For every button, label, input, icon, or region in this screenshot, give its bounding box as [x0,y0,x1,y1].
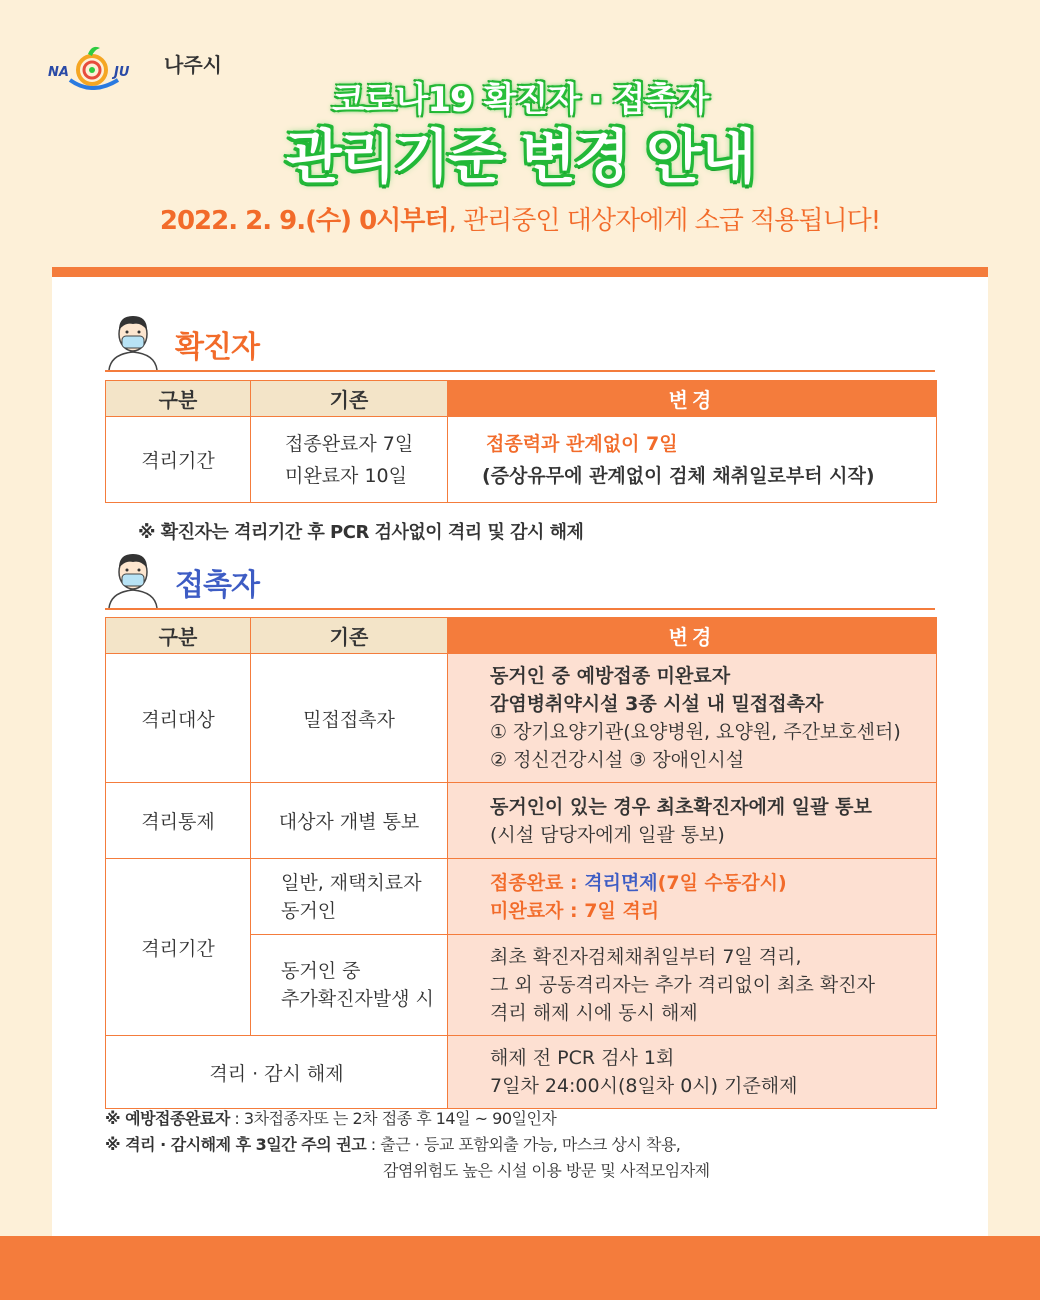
row-old: 밀접접촉자 [251,654,448,783]
footnotes [105,1106,710,1184]
masked-person-icon [105,312,161,370]
footnote [105,1132,710,1158]
logo-mark-left: NA [48,65,69,80]
row-new [448,654,937,783]
row-new [448,1036,937,1109]
row-category: 격리기간 [106,859,251,1036]
masked-person-icon [105,550,161,608]
row-category: 격리기간 [106,417,251,503]
contacts-divider [105,608,935,610]
table-row [106,783,937,859]
footnote-bold: ※ 예방접종완료자 [105,1109,230,1128]
table-row [106,859,937,935]
new-line-part: (7일 수동감시) [657,871,787,894]
footnote-text: : 3차접종자또 는 2차 접종 후 14일 ~ 90일인자 [229,1109,557,1128]
row-category: 격리 · 감시 해제 [106,1036,448,1109]
table-row [106,654,937,783]
logo-mark-right: JU [114,65,130,80]
col-header-old: 기존 [251,381,448,417]
old-line: 추가확진자발생 시 [281,988,434,1010]
col-header-category: 구분 [106,618,251,654]
confirmed-table [105,380,937,503]
new-line: (시설 담당자에게 일괄 통보) [490,823,725,846]
confirmed-note: ※ 확진자는 격리기간 후 PCR 검사없이 격리 및 감시 해제 [138,522,584,543]
page-title-line1: 코로나19 확진자 · 접촉자 [331,80,709,120]
new-line: 해제 전 PCR 검사 1회 [490,1047,675,1069]
contacts-section-header [105,550,259,608]
footnote [105,1106,710,1132]
old-line: 동거인 [281,899,337,922]
row-old: 대상자 개별 통보 [251,783,448,859]
confirmed-section-title: 확진자 [175,330,259,365]
confirmed-divider [105,370,935,372]
new-line: 미완료자 : 7일 격리 [490,899,660,922]
old-line: 접종완료자 7일 [285,432,414,455]
effective-date-rest: , 관리중인 대상자에게 소급 적용됩니다! [448,206,881,236]
new-line: 최초 확진자검체채취일부터 7일 격리, [490,946,802,968]
old-line: 동거인 중 [281,960,361,982]
old-line: 미완료자 10일 [285,464,407,487]
col-header-new: 변경 [448,618,937,654]
row-category: 격리대상 [106,654,251,783]
new-line [490,869,936,897]
new-line: 7일차 24:00시(8일차 0시) 기준해제 [490,1075,798,1097]
new-line: 감염병취약시설 3종 시설 내 밀접접촉자 [490,693,824,715]
new-line: 동거인 중 예방접종 미완료자 [490,665,731,687]
bottom-accent-bar [0,1236,1040,1300]
confirmed-section-header [105,312,259,370]
col-header-category: 구분 [106,381,251,417]
new-line: 동거인이 있는 경우 최초확진자에게 일괄 통보 [490,795,872,818]
footnote-text: : 출근 · 등교 포함외출 가능, 마스크 상시 착용, [366,1135,681,1154]
row-new [448,935,937,1036]
new-line: ② 정신건강시설 ③ 장애인시설 [490,749,745,771]
row-new [448,417,937,503]
col-header-old: 기존 [251,618,448,654]
footnote-bold: ※ 격리 · 감시해제 후 3일간 주의 권고 [105,1135,367,1154]
row-new [448,783,937,859]
city-name: 나주시 [164,52,222,77]
page-title-line2: 관리기준 변경 안내 [285,123,755,191]
new-line: ① 장기요양기관(요양병원, 요양원, 주간보호센터) [490,721,901,743]
new-line: (증상유무에 관계없이 검체 채취일로부터 시작) [482,464,875,487]
col-header-new: 변경 [448,381,937,417]
new-line-part: 접종완료 : [490,871,585,894]
effective-date-bold: 2022. 2. 9.(수) 0시부터 [159,206,449,236]
old-line: 일반, 재택치료자 [281,871,422,894]
new-line-highlight: 접종력과 관계없이 7일 [486,432,678,455]
row-category: 격리통제 [106,783,251,859]
effective-date [0,200,1040,237]
row-old [251,417,448,503]
new-line-part-blue: 격리면제 [584,871,658,894]
footnote-continued: 감염위험도 높은 시설 이용 방문 및 사적모임자제 [383,1161,710,1180]
row-old [251,935,448,1036]
row-new [448,859,937,935]
row-old [251,859,448,935]
new-line: 그 외 공동격리자는 추가 격리없이 최초 확진자 [490,974,875,996]
table-row [106,1036,937,1109]
contacts-section-title: 접촉자 [175,568,259,603]
contacts-table [105,617,937,1109]
top-accent-bar [52,267,988,277]
new-line: 격리 해제 시에 동시 해제 [490,1002,698,1024]
